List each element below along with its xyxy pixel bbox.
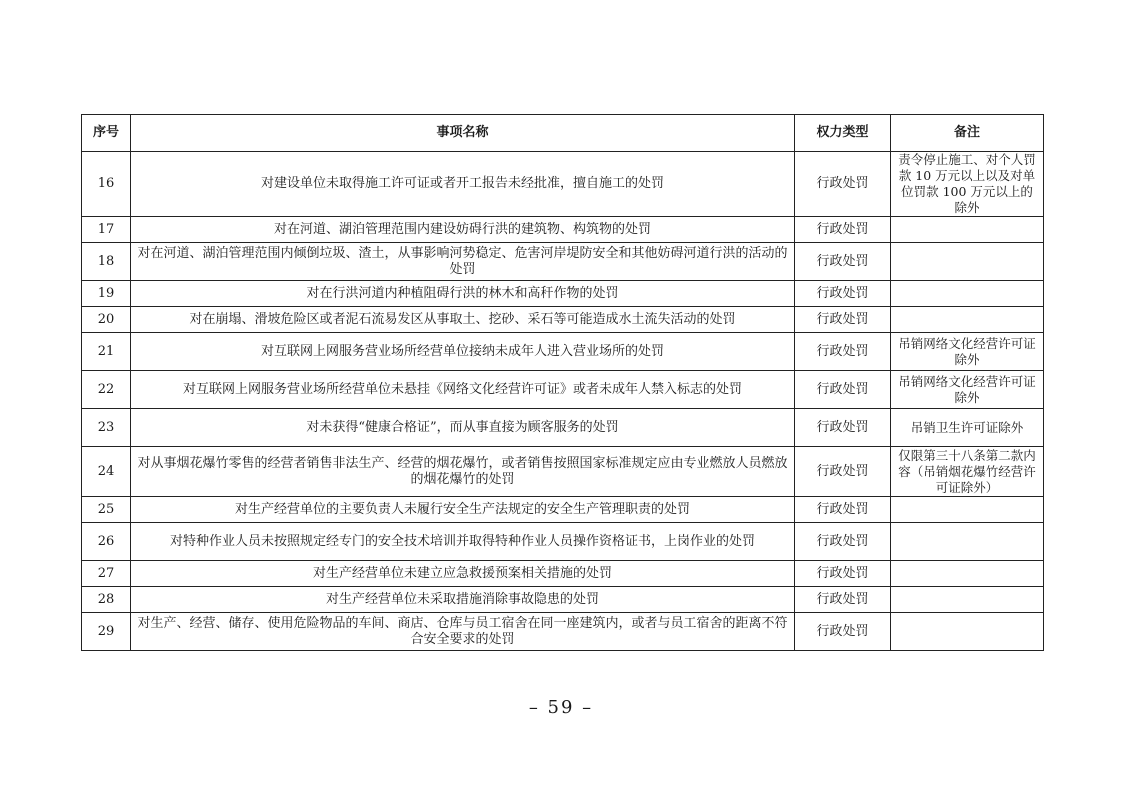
header-note: 备注: [891, 115, 1044, 152]
row-type: 行政处罚: [795, 409, 891, 447]
row-type: 行政处罚: [795, 371, 891, 409]
row-name: 对生产经营单位未采取措施消除事故隐患的处罚: [131, 587, 795, 613]
row-type: 行政处罚: [795, 152, 891, 217]
row-seq: 24: [82, 447, 131, 497]
row-note: [891, 307, 1044, 333]
table-row: [82, 217, 1044, 243]
power-items-table: [81, 114, 1044, 651]
row-seq: 23: [82, 409, 131, 447]
table-row: [82, 243, 1044, 281]
row-type: 行政处罚: [795, 447, 891, 497]
row-seq: 28: [82, 587, 131, 613]
row-type: 行政处罚: [795, 561, 891, 587]
row-note: 吊销网络文化经营许可证除外: [891, 371, 1044, 409]
row-note: [891, 243, 1044, 281]
row-name: 对生产经营单位未建立应急救援预案相关措施的处罚: [131, 561, 795, 587]
row-seq: 21: [82, 333, 131, 371]
row-note: 仅限第三十八条第二款内容（吊销烟花爆竹经营许可证除外）: [891, 447, 1044, 497]
row-note: [891, 281, 1044, 307]
header-type: 权力类型: [795, 115, 891, 152]
table-row: [82, 447, 1044, 497]
row-name: 对在崩塌、滑坡危险区或者泥石流易发区从事取土、挖砂、采石等可能造成水土流失活动的处罚: [131, 307, 795, 333]
row-note: 吊销网络文化经营许可证除外: [891, 333, 1044, 371]
header-seq: 序号: [82, 115, 131, 152]
row-name: 对在河道、湖泊管理范围内建设妨碍行洪的建筑物、构筑物的处罚: [131, 217, 795, 243]
table-row: [82, 561, 1044, 587]
row-type: 行政处罚: [795, 497, 891, 523]
row-note: [891, 613, 1044, 651]
row-name: 对建设单位未取得施工许可证或者开工报告未经批准，擅自施工的处罚: [131, 152, 795, 217]
row-seq: 18: [82, 243, 131, 281]
row-name: 对在河道、湖泊管理范围内倾倒垃圾、渣土，从事影响河势稳定、危害河岸堤防安全和其他妨碍河道行洪的活动的处罚: [131, 243, 795, 281]
row-note: 吊销卫生许可证除外: [891, 409, 1044, 447]
row-seq: 29: [82, 613, 131, 651]
table-row: [82, 152, 1044, 217]
row-type: 行政处罚: [795, 523, 891, 561]
row-note: [891, 561, 1044, 587]
row-type: 行政处罚: [795, 281, 891, 307]
page-number: – 59 –: [528, 697, 594, 718]
row-name: 对未获得“健康合格证”，而从事直接为顾客服务的处罚: [131, 409, 795, 447]
row-seq: 25: [82, 497, 131, 523]
row-name: 对特种作业人员未按照规定经专门的安全技术培训并取得特种作业人员操作资格证书，上岗作业的处罚: [131, 523, 795, 561]
row-name: 对互联网上网服务营业场所经营单位接纳未成年人进入营业场所的处罚: [131, 333, 795, 371]
table-row: [82, 333, 1044, 371]
table-row: [82, 307, 1044, 333]
row-note: 责令停止施工、对个人罚款 10 万元以上以及对单位罚款 100 万元以上的除外: [891, 152, 1044, 217]
row-name: 对生产经营单位的主要负责人未履行安全生产法规定的安全生产管理职责的处罚: [131, 497, 795, 523]
table-header-row: [82, 115, 1044, 152]
row-name: 对在行洪河道内种植阻碍行洪的林木和高秆作物的处罚: [131, 281, 795, 307]
row-name: 对生产、经营、储存、使用危险物品的车间、商店、仓库与员工宿舍在同一座建筑内，或者与员工宿舍的距离不符合安全要求的处罚: [131, 613, 795, 651]
row-name: 对从事烟花爆竹零售的经营者销售非法生产、经营的烟花爆竹，或者销售按照国家标准规定应由专业燃放人员燃放的烟花爆竹的处罚: [131, 447, 795, 497]
table-row: [82, 587, 1044, 613]
row-seq: 19: [82, 281, 131, 307]
table-row: [82, 523, 1044, 561]
row-type: 行政处罚: [795, 243, 891, 281]
row-seq: 22: [82, 371, 131, 409]
row-type: 行政处罚: [795, 333, 891, 371]
row-seq: 16: [82, 152, 131, 217]
row-type: 行政处罚: [795, 587, 891, 613]
table-row: [82, 409, 1044, 447]
row-type: 行政处罚: [795, 307, 891, 333]
row-seq: 17: [82, 217, 131, 243]
row-note: [891, 217, 1044, 243]
row-seq: 26: [82, 523, 131, 561]
table-row: [82, 613, 1044, 651]
table-row: [82, 281, 1044, 307]
row-note: [891, 497, 1044, 523]
row-note: [891, 587, 1044, 613]
row-type: 行政处罚: [795, 217, 891, 243]
row-type: 行政处罚: [795, 613, 891, 651]
table-row: [82, 371, 1044, 409]
row-note: [891, 523, 1044, 561]
table-row: [82, 497, 1044, 523]
header-name: 事项名称: [131, 115, 795, 152]
row-seq: 20: [82, 307, 131, 333]
row-seq: 27: [82, 561, 131, 587]
row-name: 对互联网上网服务营业场所经营单位未悬挂《网络文化经营许可证》或者未成年人禁入标志的处罚: [131, 371, 795, 409]
